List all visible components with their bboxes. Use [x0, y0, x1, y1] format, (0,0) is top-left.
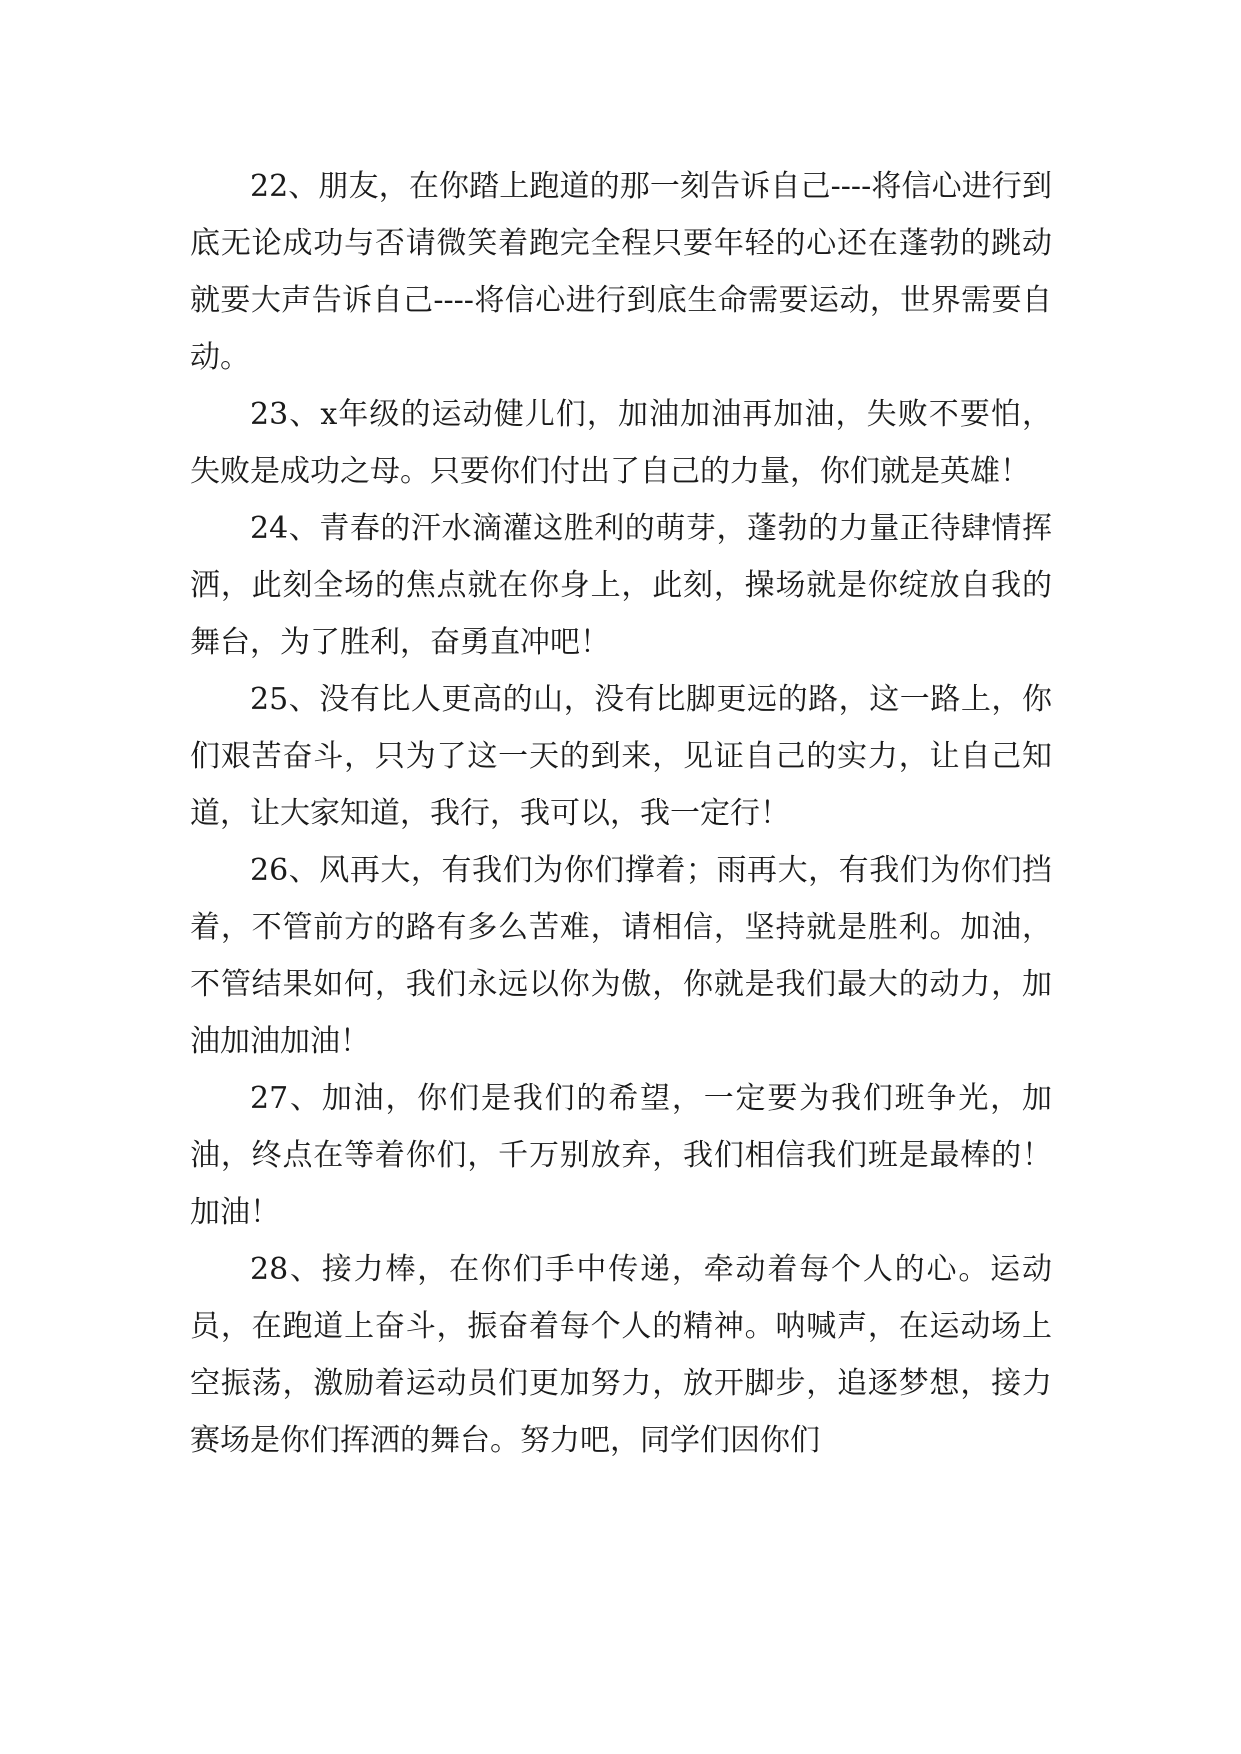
paragraph-28: 28、接力棒，在你们手中传递，牵动着每个人的心。运动员，在跑道上奋斗，振奋着每个人的精神。呐喊声，在运动场上空振荡，激励着运动员们更加努力，放开脚步，追逐梦想，接力赛场是你们挥洒的舞台。努力吧，同学们因你们	[190, 1252, 1052, 1458]
paragraph-22: 22、朋友，在你踏上跑道的那一刻告诉自己----将信心进行到底无论成功与否请微笑着跑完全程只要年轻的心还在蓬勃的跳动就要大声告诉自己----将信心进行到底生命需要运动，世界需要自动。	[190, 169, 1052, 375]
paragraph-24: 24、青春的汗水滴灌这胜利的萌芽，蓬勃的力量正待肆情挥洒，此刻全场的焦点就在你身上，此刻，操场就是你绽放自我的舞台，为了胜利，奋勇直冲吧！	[190, 511, 1052, 660]
paragraph-26: 26、风再大，有我们为你们撑着；雨再大，有我们为你们挡着，不管前方的路有多么苦难，请相信，坚持就是胜利。加油，不管结果如何，我们永远以你为傲，你就是我们最大的动力，加油加油加油！	[190, 853, 1052, 1059]
paragraph-23: 23、x年级的运动健儿们，加油加油再加油，失败不要怕，失败是成功之母。只要你们付出了自己的力量，你们就是英雄！	[190, 397, 1052, 489]
paragraph-25: 25、没有比人更高的山，没有比脚更远的路，这一路上，你们艰苦奋斗，只为了这一天的到来，见证自己的实力，让自己知道，让大家知道，我行，我可以，我一定行！	[190, 682, 1052, 831]
document-body	[190, 158, 1052, 1469]
paragraph-27: 27、加油，你们是我们的希望，一定要为我们班争光，加油，终点在等着你们，千万别放弃，我们相信我们班是最棒的！加油！	[190, 1081, 1052, 1230]
